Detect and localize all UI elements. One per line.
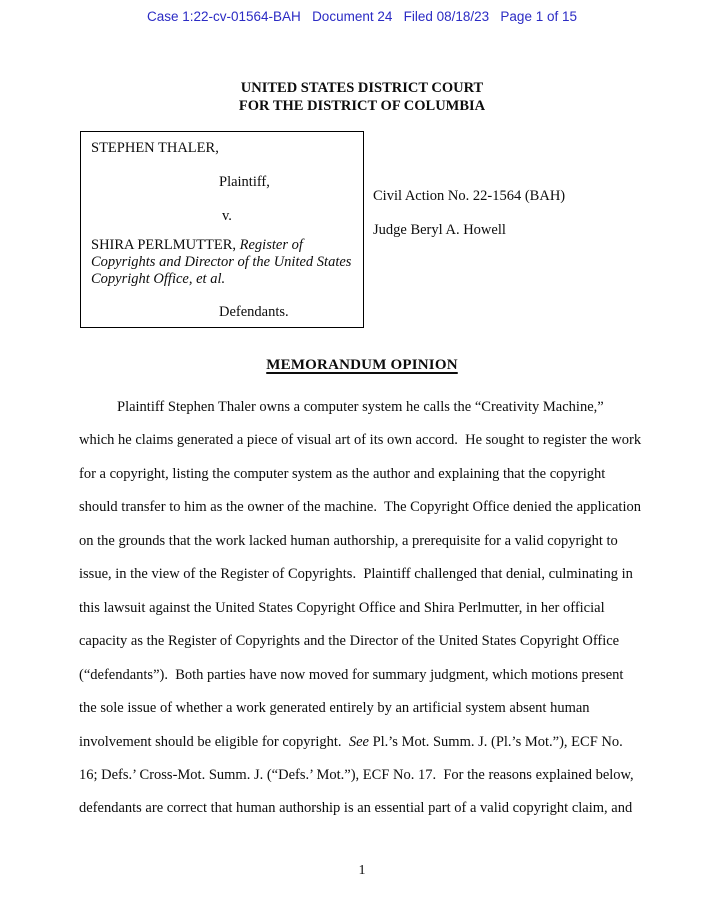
defendant-name-text: SHIRA PERLMUTTER, [91,237,240,253]
case-meta [373,188,565,239]
see-citation-italic: See [348,733,369,750]
body-line: the sole issue of whether a work generated entirely by an artificial system absent human [79,700,590,717]
body-line: should transfer to him as the owner of the machine. The Copyright Office denied the application [79,499,641,516]
court-title-line2: FOR THE DISTRICT OF COLUMBIA [238,97,486,114]
judge-name: Judge Beryl A. Howell [373,222,506,238]
defendant-name [91,237,355,288]
body-line: which he claims generated a piece of visual art of its own accord. He sought to register the work [79,432,642,449]
court-title-line1: UNITED STATES DISTRICT COURT [240,80,484,96]
opinion-body [79,391,659,826]
court-title [0,80,724,115]
body-line: on the grounds that the work lacked human authorship, a prerequisite for a valid copyright to [79,532,618,549]
body-line-with-citation [79,726,659,759]
body-line: capacity as the Register of Copyrights and the Director of the United States Copyright Office [79,633,620,650]
plaintiff-role: Plaintiff, [219,174,270,190]
body-line: this lawsuit against the United States Copyright Office and Shira Perlmutter, in her official [79,599,605,616]
page-number: 1 [358,863,366,878]
defendant-role: Defendants. [219,304,289,320]
case-caption-box [80,131,364,328]
versus-label: v. [222,208,232,224]
defendant-title-italic: Register of Copyrights and Director of the United States Copyright Office, et al. [91,237,352,287]
body-line: for a copyright, listing the computer system as the author and explaining that the copyright [79,465,606,482]
body-line: (“defendants”). Both parties have now moved for summary judgment, which motions present [79,666,624,683]
civil-action-number: Civil Action No. 22-1564 (BAH) [373,188,566,204]
plaintiff-name: STEPHEN THALER, [91,140,219,156]
body-line-pre: involvement should be eligible for copyright. [79,733,349,750]
body-line-post: Pl.’s Mot. Summ. J. (Pl.’s Mot.”), ECF No. [368,733,623,750]
body-line: Plaintiff Stephen Thaler owns a computer system he calls the “Creativity Machine,” [117,399,604,415]
body-line: 16; Defs.’ Cross-Mot. Summ. J. (“Defs.’ Mot.”), ECF No. 17. For the reasons explained below, [79,766,634,783]
body-line: defendants are correct that human authorship is an essential part of a valid copyright claim, and [79,800,633,817]
pacer-stamp: Case 1:22-cv-01564-BAH Document 24 Filed 08/18/23 Page 1 of 15 [146,9,577,24]
opinion-heading: MEMORANDUM OPINION [266,357,458,373]
body-line: issue, in the view of the Register of Copyrights. Plaintiff challenged that denial, culminating in [79,566,633,583]
